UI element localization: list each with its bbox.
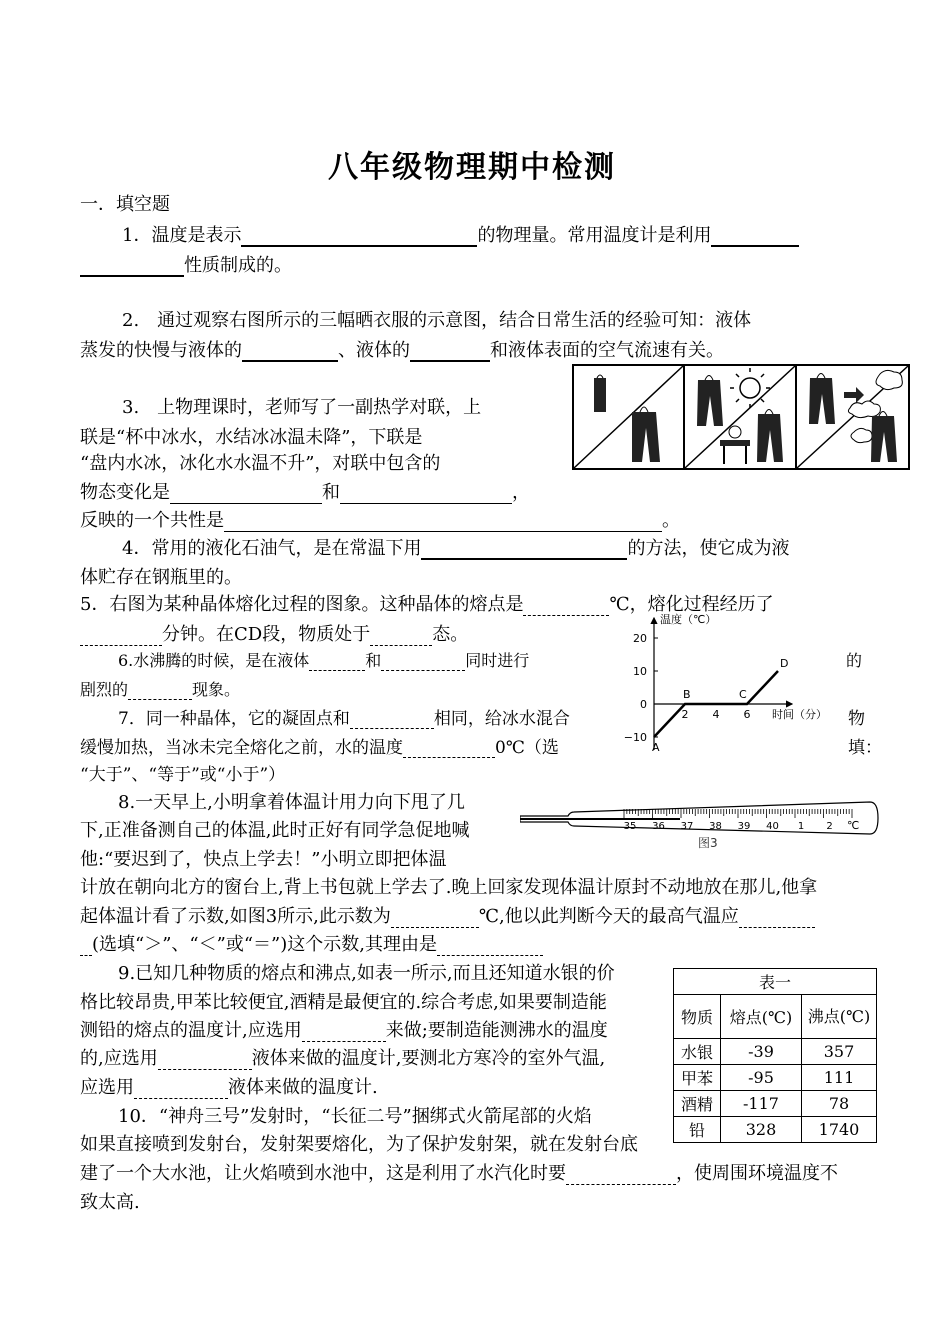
blank[interactable] bbox=[437, 937, 543, 956]
question-4-line1: 4．常用的液化石油气，是在常温下用 的方法，使它成为液 bbox=[122, 538, 790, 559]
blank[interactable] bbox=[158, 1051, 252, 1070]
blank[interactable] bbox=[381, 652, 465, 671]
question-8-line5: 起体温计看了示数,如图3所示,此示数为 ℃,他以此判断今天的最高气温应 bbox=[80, 902, 815, 928]
table-caption: 表一 bbox=[674, 969, 877, 995]
scale-number: 40 bbox=[766, 821, 779, 832]
x-axis-label: 时间（分） bbox=[772, 708, 827, 721]
blank[interactable] bbox=[241, 227, 477, 247]
table-cell: -95 bbox=[721, 1065, 802, 1091]
point-label: C bbox=[739, 688, 747, 701]
blank[interactable] bbox=[134, 1080, 228, 1099]
question-1-line1: 1．温度是表示 的物理量。常用温度计是利用 bbox=[122, 221, 799, 247]
question-7-line2: 缓慢加热，当冰未完全熔化之前，水的温度 0℃（选 bbox=[80, 738, 559, 758]
question-8-line3: 他:“要迟到了，快点上学去！”小明立即把体温 bbox=[80, 849, 447, 870]
blank[interactable] bbox=[711, 227, 799, 247]
question-9-line2: 格比较昂贵,甲苯比较便宜,酒精是最便宜的.综合考虑,如果要制造能 bbox=[80, 992, 607, 1013]
table-cell: 111 bbox=[802, 1065, 877, 1091]
thermometer-figure bbox=[520, 796, 882, 854]
question-7-tail1: 物 bbox=[848, 709, 865, 729]
question-9-line5: 应选用 液体来做的温度计. bbox=[80, 1077, 378, 1098]
scale-number: 35 bbox=[623, 821, 637, 832]
blank[interactable] bbox=[421, 540, 627, 560]
melting-graph bbox=[620, 610, 863, 760]
y-axis-label: 温度（℃） bbox=[660, 613, 717, 626]
question-7-line3: “大于”、“等于”或“小于”） bbox=[80, 765, 286, 785]
point-label: B bbox=[683, 688, 691, 701]
blank[interactable] bbox=[309, 652, 365, 671]
question-3-line2: 联是“杯中冰水，水结冰冰温未降”，下联是 bbox=[80, 427, 423, 448]
table-cell: 甲苯 bbox=[674, 1065, 721, 1091]
table-cell: 328 bbox=[721, 1117, 802, 1143]
scale-number: 2 bbox=[826, 821, 833, 832]
figure-caption: 图3 bbox=[698, 836, 718, 850]
question-7-tail2: 填： bbox=[848, 738, 882, 758]
question-4-line2: 体贮存在钢瓶里的。 bbox=[80, 567, 242, 588]
question-10-line2: 如果直接喷到发射台，发射架要熔化，为了保护发射架，就在发射台底 bbox=[80, 1134, 638, 1155]
scale-number: 1 bbox=[797, 821, 805, 832]
question-10-line4: 致太高. bbox=[80, 1192, 140, 1213]
question-8-line6: (选填“＞”、“＜”或“＝”)这个示数,其理由是 bbox=[80, 930, 543, 956]
page-title: 八年级物理期中检测 bbox=[328, 150, 616, 185]
blank[interactable] bbox=[80, 257, 184, 277]
question-8-line4: 计放在朝向北方的窗台上,背上书包就上学去了.晚上回家发现体温计原封不动地放在那儿,他拿 bbox=[80, 877, 818, 898]
folded-cloth-icon bbox=[594, 375, 606, 412]
table-header: 熔点(℃) bbox=[721, 995, 802, 1039]
question-3-line5: 反映的一个共性是 。 bbox=[80, 510, 680, 531]
blank[interactable] bbox=[224, 513, 662, 532]
point-label: D bbox=[780, 657, 789, 670]
x-tick-label: 2 bbox=[681, 708, 689, 721]
properties-table-wrap bbox=[673, 968, 877, 1143]
table-cell: 78 bbox=[802, 1091, 877, 1117]
thermometer-unit: ℃ bbox=[847, 819, 860, 832]
question-6-tail: 的 bbox=[846, 651, 863, 670]
blank[interactable] bbox=[242, 342, 338, 362]
y-tick-label: 0 bbox=[640, 698, 647, 711]
blank[interactable] bbox=[370, 627, 432, 646]
question-10-line1: 10．“神舟三号”发射时，“长征二号”捆绑式火箭尾部的火焰 bbox=[118, 1106, 592, 1127]
blank[interactable] bbox=[128, 681, 192, 700]
table-header: 物质 bbox=[674, 995, 721, 1039]
blank[interactable] bbox=[80, 627, 162, 646]
blank[interactable] bbox=[410, 342, 490, 362]
question-8-line2: 下,正准备测自己的体温,此时正好有同学急促地喊 bbox=[80, 820, 470, 841]
question-2-line1: 2. 通过观察右图所示的三幅晒衣服的示意图，结合日常生活的经验可知：液体 bbox=[122, 310, 752, 331]
question-8-line1: 8.一天早上,小明拿着体温计用力向下甩了几 bbox=[118, 792, 465, 813]
x-tick-label: 4 bbox=[712, 708, 720, 721]
properties-table bbox=[673, 968, 877, 1143]
scale-number: 38 bbox=[709, 821, 722, 832]
table-cell: -117 bbox=[721, 1091, 802, 1117]
table-cell: -39 bbox=[721, 1039, 802, 1065]
question-9-line3: 测铅的熔点的温度计,应选用 来做;要制造能测沸水的温度 bbox=[80, 1020, 608, 1041]
question-5-line2: 分钟。在CD段，物质处于 态。 bbox=[80, 620, 468, 646]
blank[interactable] bbox=[566, 1166, 676, 1185]
table-cell: 水银 bbox=[674, 1039, 721, 1065]
clothes-drying-figure bbox=[572, 364, 910, 470]
question-5-line1: 5．右图为某种晶体熔化过程的图象。这种晶体的熔点是 ℃，熔化过程经历了 bbox=[80, 594, 774, 615]
question-6-line2: 剧烈的 现象。 bbox=[80, 680, 241, 699]
scale-number: 36 bbox=[652, 821, 665, 832]
y-tick-label: 20 bbox=[633, 632, 647, 645]
section-heading: 一．填空题 bbox=[80, 194, 170, 215]
question-9-line1: 9.已知几种物质的熔点和沸点,如表一所示,而且还知道水银的价 bbox=[118, 963, 615, 984]
point-label: A bbox=[652, 741, 660, 754]
table-cell: 酒精 bbox=[674, 1091, 721, 1117]
question-3-line4: 物态变化是 和 ， bbox=[80, 482, 530, 503]
question-6-line1: 6.水沸腾的时候，是在液体 和 同时进行 bbox=[118, 651, 530, 670]
scale-number: 37 bbox=[680, 821, 694, 832]
question-3-line3: “盘内水冰，冰化水水温不升”，对联中包含的 bbox=[80, 453, 441, 474]
scale-number: 39 bbox=[737, 821, 751, 832]
question-7-line1: 7．同一种晶体，它的凝固点和 相同，给冰水混合 bbox=[118, 709, 570, 729]
blank[interactable] bbox=[340, 485, 512, 504]
table-header: 沸点(℃) bbox=[802, 995, 877, 1039]
blank[interactable] bbox=[170, 485, 322, 504]
question-10-line3: 建了一个大水池，让火焰喷到水池中，这是利用了水汽化时要 ，使周围环境温度不 bbox=[80, 1163, 838, 1184]
blank[interactable] bbox=[302, 1023, 386, 1042]
blank[interactable] bbox=[80, 937, 92, 956]
question-3-line1: 3. 上物理课时，老师写了一副热学对联，上 bbox=[122, 397, 482, 418]
blank[interactable] bbox=[391, 909, 479, 928]
question-1-line2: 性质制成的。 bbox=[80, 251, 292, 277]
blank[interactable] bbox=[350, 710, 434, 729]
table-cell: 1740 bbox=[802, 1117, 877, 1143]
blank[interactable] bbox=[403, 739, 495, 758]
table-cell: 357 bbox=[802, 1039, 877, 1065]
blank[interactable] bbox=[739, 909, 815, 928]
question-9-line4: 的,应选用 液体来做的温度计,要测北方寒冷的室外气温, bbox=[80, 1048, 606, 1069]
blank[interactable] bbox=[523, 597, 609, 616]
question-2-line2: 蒸发的快慢与液体的 、液体的 和液体表面的空气流速有关。 bbox=[80, 340, 724, 361]
table-cell: 铅 bbox=[674, 1117, 721, 1143]
y-tick-label: −10 bbox=[623, 731, 647, 744]
x-tick-label: 6 bbox=[743, 708, 751, 721]
y-tick-label: 10 bbox=[633, 665, 647, 678]
